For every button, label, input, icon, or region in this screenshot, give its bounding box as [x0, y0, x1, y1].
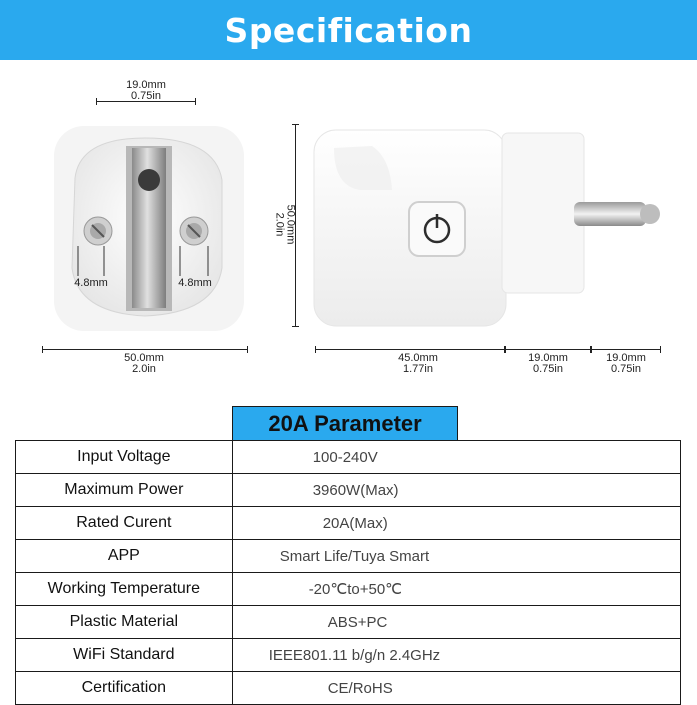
table-header-blank [16, 407, 233, 441]
table-header: 20A Parameter [232, 407, 458, 441]
side-pin2-mm: 19.0mm [606, 352, 646, 364]
row-value: 20A(Max) [232, 507, 680, 540]
table-row [16, 441, 681, 474]
pin-right-width: 4.8mm [178, 277, 212, 289]
row-value: ABS+PC [232, 606, 680, 639]
side-body-line [315, 349, 505, 350]
side-pin1-line [505, 349, 591, 350]
pin-left-width: 4.8mm [74, 277, 108, 289]
plug-front-view-image [40, 118, 250, 333]
side-height-mm: 50.0mm [284, 204, 297, 245]
table-header-row [16, 407, 681, 441]
row-value: IEEE801.11 b/g/n 2.4GHz [232, 639, 680, 672]
side-pin1-mm: 19.0mm [528, 352, 568, 364]
table-row [16, 540, 681, 573]
table-row [16, 507, 681, 540]
front-width-top-mm: 19.0mm [126, 79, 166, 91]
table-row [16, 606, 681, 639]
side-pin2-line [591, 349, 661, 350]
row-value: Smart Life/Tuya Smart [232, 540, 680, 573]
side-height-in: 2.0in [273, 212, 286, 237]
header-banner [0, 0, 697, 60]
front-width-bottom-mm: 50.0mm [124, 352, 164, 364]
side-pin1-in: 0.75in [533, 363, 563, 375]
row-label: WiFi Standard [16, 639, 233, 672]
table-row [16, 474, 681, 507]
row-value: CE/RoHS [232, 672, 680, 705]
row-label: APP [16, 540, 233, 573]
table-row [16, 639, 681, 672]
row-label: Input Voltage [16, 441, 233, 474]
row-value: 3960W(Max) [232, 474, 680, 507]
side-body-mm: 45.0mm [398, 352, 438, 364]
row-label: Rated Curent [16, 507, 233, 540]
row-label: Working Temperature [16, 573, 233, 606]
table-row [16, 672, 681, 705]
side-body-in: 1.77in [403, 363, 433, 375]
row-value: -20℃to+50℃ [232, 573, 680, 606]
plug-side-view-image [312, 128, 672, 328]
row-label: Maximum Power [16, 474, 233, 507]
row-label: Certification [16, 672, 233, 705]
table-row [16, 573, 681, 606]
page-title: Specification [224, 10, 473, 50]
side-pin2-in: 0.75in [611, 363, 641, 375]
parameter-table [15, 406, 681, 705]
front-width-bottom-line [42, 349, 248, 350]
row-value: 100-240V [232, 441, 680, 474]
row-label: Plastic Material [16, 606, 233, 639]
front-width-bottom-in: 2.0in [132, 363, 156, 375]
table-header-blank-right [458, 407, 681, 441]
front-width-top-in: 0.75in [131, 90, 161, 102]
